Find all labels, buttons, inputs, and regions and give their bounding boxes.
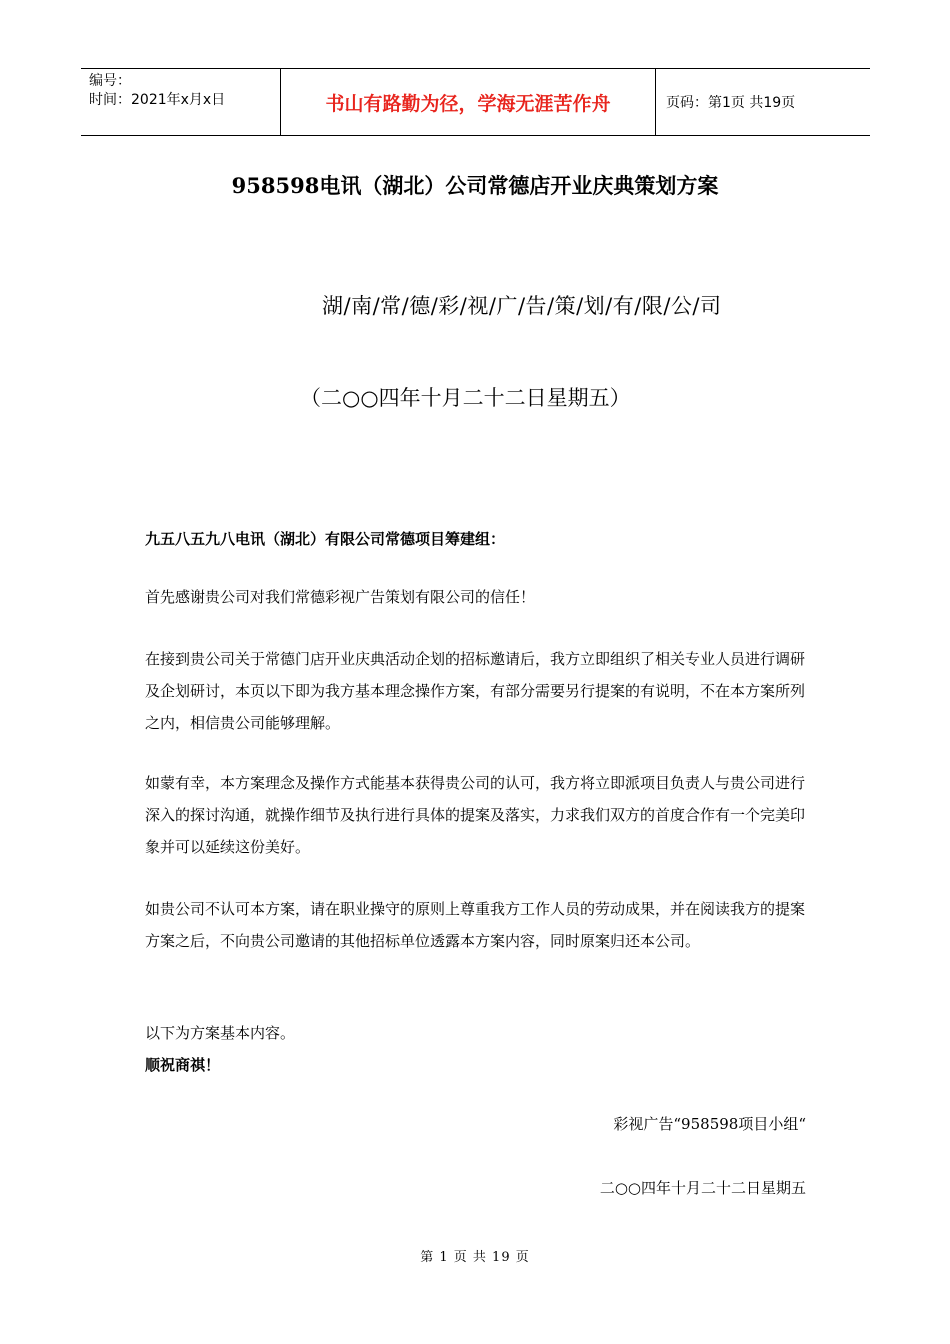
header-motto: 书山有路勤为径，学海无涯苦作舟 bbox=[281, 69, 656, 135]
paragraph-4: 如贵公司不认可本方案，请在职业操守的原则上尊重我方工作人员的劳动成果，并在阅读我方的提案方案之后，不向贵公司邀请的其他招标单位透露本方案内容，同时原案归还本公司。 bbox=[145, 900, 806, 950]
company-name: 湖/南/常/德/彩/视/广/告/策/划/有/限/公/司 bbox=[322, 294, 722, 318]
paragraph-2: 在接到贵公司关于常德门店开业庆典活动企划的招标邀请后，我方立即组织了相关专业人员进行调研及企划研讨，本页以下即为我方基本理念操作方案，有部分需要另行提案的有说明，不在本方案所列之内，相信贵公司能够理解。 bbox=[145, 650, 806, 732]
signature-date: 二○○四年十月二十二日星期五 bbox=[599, 1179, 806, 1197]
signature: 彩视广告“958598项目小组“ bbox=[613, 1115, 806, 1133]
closing-text: 顺祝商祺！ bbox=[145, 1056, 221, 1074]
document-date: （二○○四年十月二十二日星期五） bbox=[300, 386, 631, 410]
paragraph-1: 首先感谢贵公司对我们常德彩视广告策划有限公司的信任！ bbox=[145, 588, 536, 606]
paragraph-5: 以下为方案基本内容。 bbox=[145, 1024, 296, 1042]
document-number-label: 编号： bbox=[89, 73, 131, 89]
paragraph-3: 如蒙有幸，本方案理念及操作方式能基本获得贵公司的认可，我方将立即派项目负责人与贵公司进行深入的探讨沟通，就操作细节及执行进行具体的提案及落实，力求我们双方的首度合作有一个完美印象并可以延续这份美好。 bbox=[145, 774, 806, 856]
page-footer: 第 1 页 共 19 页 bbox=[420, 1250, 530, 1265]
header-page-info: 页码：第1页 共19页 bbox=[666, 95, 796, 111]
document-time-label: 时间：2021年x月x日 bbox=[89, 92, 226, 108]
salutation: 九五八五九八电讯（湖北）有限公司常德项目筹建组： bbox=[145, 530, 506, 548]
page-header bbox=[81, 68, 870, 136]
document-title: 958598电讯（湖北）公司常德店开业庆典策划方案 bbox=[231, 173, 719, 198]
header-meta-cell bbox=[81, 69, 281, 135]
